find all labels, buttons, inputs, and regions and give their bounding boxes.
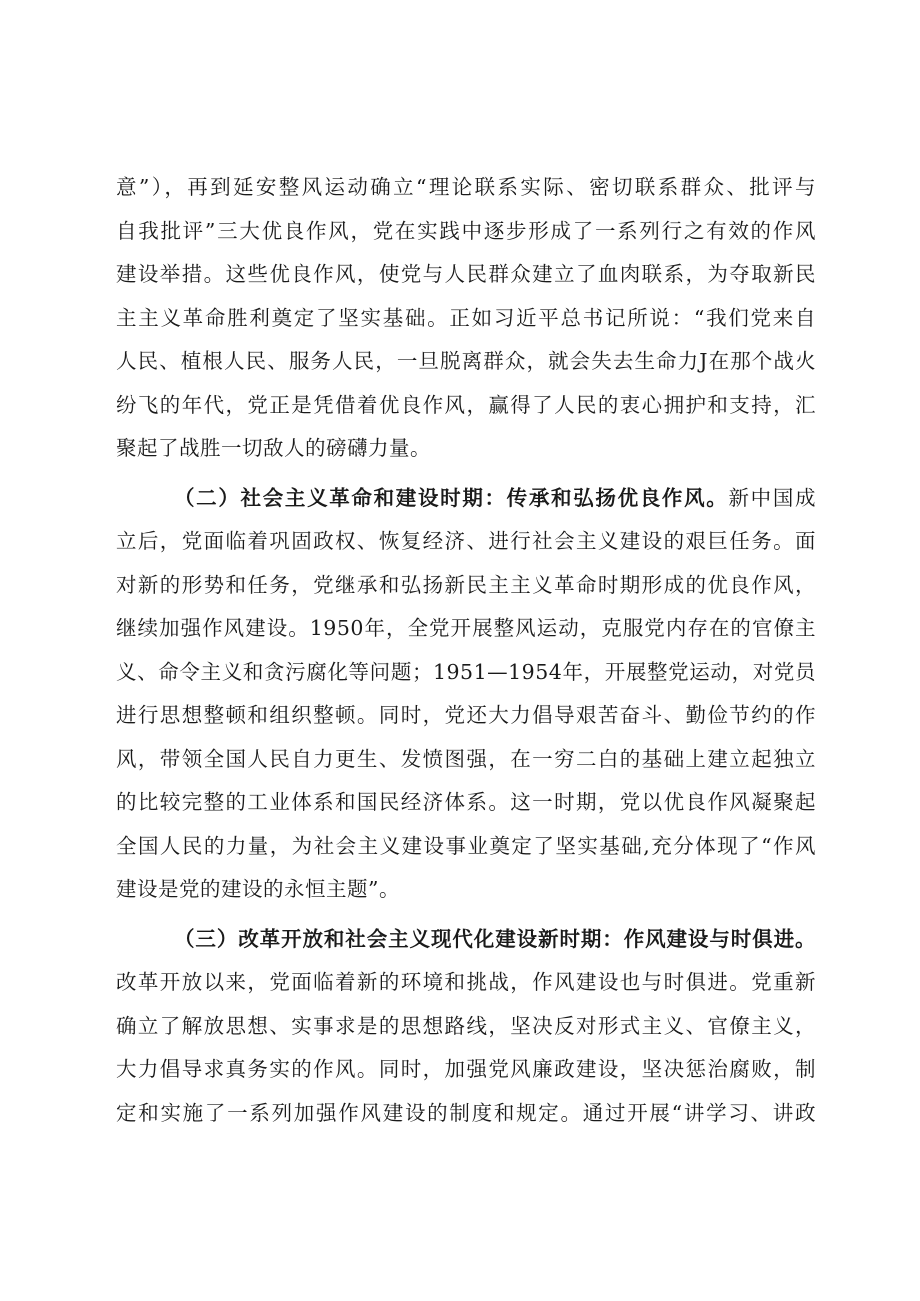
paragraph-2 — [116, 477, 816, 912]
text-line: 对新的形势和任务，党继承和弘扬新民主主义革命时期形成的优良作风， — [116, 572, 816, 597]
text-line: 定和实施了一系列加强作风建设的制度和规定。通过开展“讲学习、讲政 — [116, 1100, 816, 1125]
text-line: 立后，党面临着巩固政权、恢复经济、进行社会主义建设的艰巨任务。面 — [116, 529, 816, 553]
text-line: 全国人民的力量，为社会主义建设事业奠定了坚实基础,充分体现了“作风 — [116, 833, 816, 858]
paragraph-1 — [116, 166, 816, 471]
heading-line-rest: 新中国成 — [728, 485, 817, 510]
section-heading: （三）改革开放和社会主义现代化建设新时期：作风建设与时俱进。 — [174, 926, 816, 951]
text-line: 进行思想整顿和组织整顿。同时，党还大力倡导艰苦奋斗、勤俭节约的作 — [116, 703, 816, 727]
text-line: 风，带领全国人民自力更生、发愤图强，在一穷二白的基础上建立起独立 — [116, 746, 816, 771]
text-line: 建设举措。这些优良作风，使党与人民群众建立了血肉联系，为夺取新民 — [116, 262, 816, 286]
section-heading: （二）社会主义革命和建设时期：传承和弘扬优良作风。 — [174, 485, 729, 510]
section-heading-line — [116, 477, 816, 521]
text-line: 建设是党的建设的永恒主题”。 — [116, 877, 400, 901]
text-line: 改革开放以来，党面临着新的环境和挑战，作风建设也与时俱进。党重新 — [116, 970, 816, 994]
text-line: 的比较完整的工业体系和国民经济体系。这一时期，党以优良作风凝聚起 — [116, 790, 816, 814]
text-line: 大力倡导求真务实的作风。同时，加强党风廉政建设，坚决惩治腐败，制 — [116, 1057, 816, 1081]
text-line: 主主义革命胜利奠定了坚实基础。正如习近平总书记所说：“我们党来自 — [116, 305, 816, 330]
text-line: 义、命令主义和贪污腐化等问题；1951—1954年，开展整党运动，对党员 — [116, 659, 816, 684]
text-line: 继续加强作风建设。1950年，全党开展整风运动，克服党内存在的官僚主 — [116, 616, 816, 640]
document-body — [116, 166, 816, 1141]
text-line: 纷飞的年代，党正是凭借着优良作风，赢得了人民的衷心拥护和支持，汇 — [116, 392, 816, 417]
paragraph-3 — [116, 918, 816, 1136]
text-line: 聚起了战胜一切敌人的磅礴力量。 — [116, 436, 431, 460]
text-line: 自我批评”三大优良作风，党在实践中逐步形成了一系列行之有效的作风 — [116, 218, 816, 243]
text-line: 人民、植根人民、服务人民，一旦脱离群众，就会失去生命力J在那个战火 — [116, 349, 816, 373]
text-line: 确立了解放思想、实事求是的思想路线，坚决反对形式主义、官僚主义， — [116, 1013, 816, 1038]
text-line: 意”），再到延安整风运动确立“理论联系实际、密切联系群众、批评与 — [116, 175, 816, 199]
